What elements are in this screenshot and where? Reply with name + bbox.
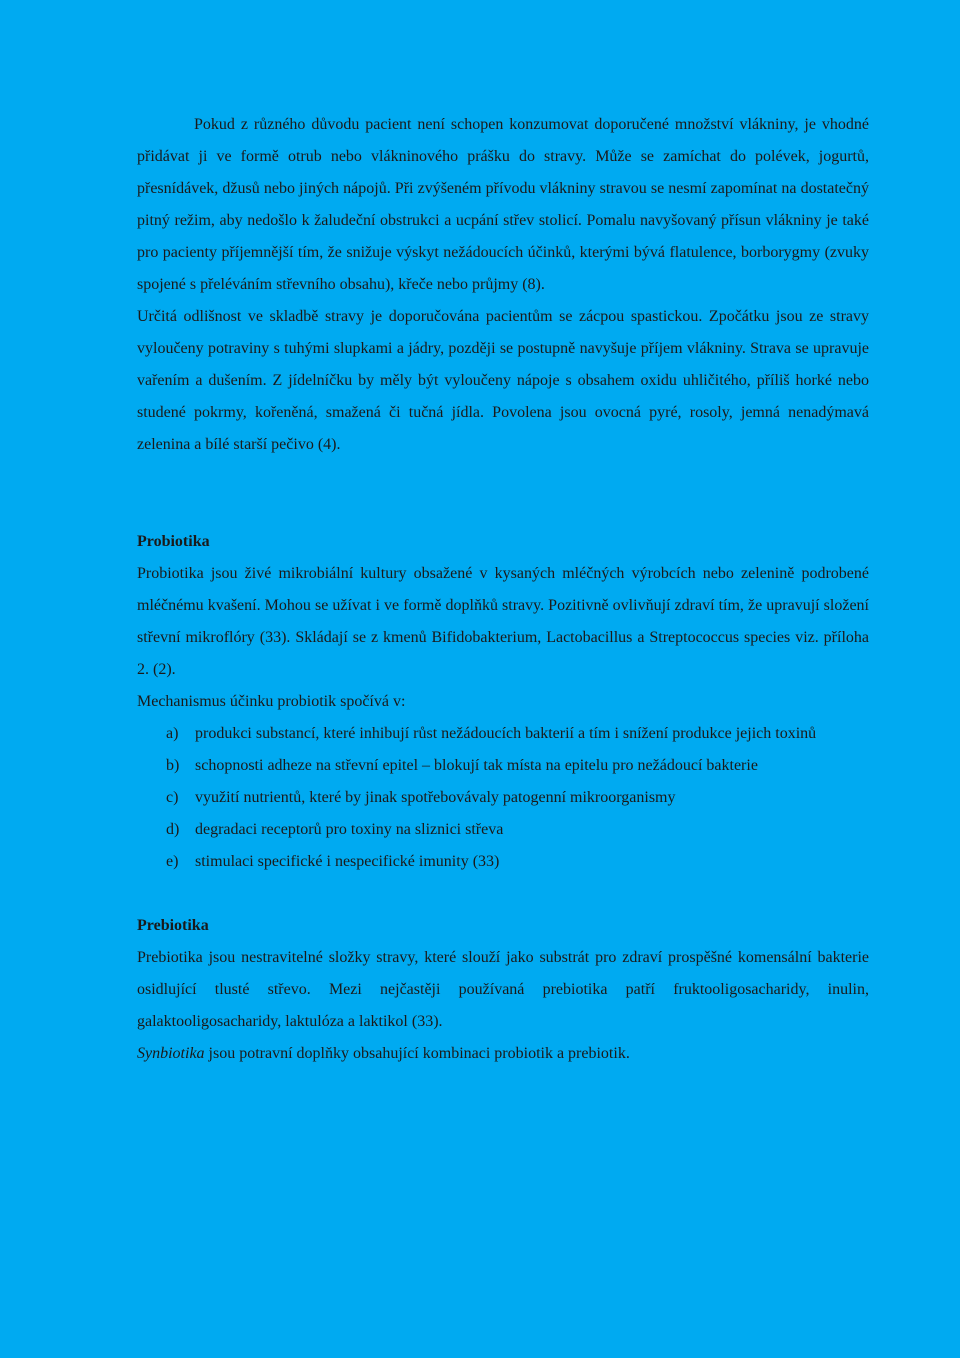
probiotics-paragraph: Probiotika jsou živé mikrobiální kultury obsažené v kysaných mléčných výrobcích nebo zelenině podrobené mléčnému kvašení. Mohou se užívat i ve formě doplňků stravy. Pozitivně ovlivňují zdraví tím, že upravují složení střevní mikroflóry (33). Skládají se z kmenů Bifidobakterium, Lactobacillus a Streptococcus species viz. příloha 2. (2).	[137, 565, 869, 678]
list-marker: d)	[166, 821, 180, 838]
intro-paragraph-fiber: Pokud z různého důvodu pacient není schopen konzumovat doporučené množství vlákniny, je vhodné přidávat ji ve formě otrub nebo vlákninového prášku do stravy. Může se zamíchat do polévek, jogurtů, přesnídávek, džusů nebo jiných nápojů. Při zvýšeném přívodu vlákniny stravou se nesmí zapomínat na dostatečný pitný režim, aby nedošlo k žaludeční obstrukci a ucpání střev stolicí. Pomalu navyšovaný přísun vlákniny je také pro pacienty příjemnější tím, že snižuje výskyt nežádoucích účinků, kterými bývá flatulence, borborygmy (zvuky spojené s přeléváním střevního obsahu), křeče nebo průjmy (8).	[137, 116, 869, 293]
list-item	[137, 782, 869, 814]
probiotics-section	[137, 526, 869, 878]
list-item-text: stimulaci specifické i nespecifické imunity (33)	[195, 853, 500, 870]
list-marker: e)	[166, 853, 179, 870]
list-item	[137, 718, 869, 750]
section-spacer	[137, 878, 869, 910]
list-item	[137, 750, 869, 782]
list-item-text: využití nutrientů, které by jinak spotřebovávaly patogenní mikroorganismy	[195, 789, 676, 806]
list-item-text: produkci substancí, které inhibují růst nežádoucích bakterií a tím i snížení produkce jejich toxinů	[195, 725, 817, 742]
document-page	[137, 109, 869, 1070]
list-marker: a)	[166, 725, 179, 742]
prebiotics-section	[137, 910, 869, 1070]
list-item-text: schopnosti adheze na střevní epitel – blokují tak místa na epitelu pro nežádoucí bakterie	[195, 757, 758, 774]
mechanism-list	[137, 718, 869, 878]
synbiotics-sentence	[137, 1038, 869, 1070]
list-item	[137, 846, 869, 878]
synbiotics-term: Synbiotika	[137, 1045, 205, 1062]
list-marker: b)	[166, 757, 180, 774]
prebiotics-heading: Prebiotika	[137, 917, 209, 934]
probiotics-heading: Probiotika	[137, 533, 210, 550]
prebiotics-paragraph: Prebiotika jsou nestravitelné složky stravy, které slouží jako substrát pro zdraví prospěšné komensální bakterie osidlující tlusté střevo. Mezi nejčastěji používaná prebiotika patří fruktooligosacharidy, inulin, galaktooligosacharidy, laktulóza a laktikol (33).	[137, 949, 869, 1030]
section-spacer	[137, 461, 869, 526]
list-marker: c)	[166, 789, 179, 806]
intro-paragraph-spastic-constipation: Určitá odlišnost ve skladbě stravy je doporučována pacientům se zácpou spastickou. Zpočátku jsou ze stravy vyloučeny potraviny s tuhými slupkami a jádry, později se postupně navyšuje příjem vlákniny. Strava se upravuje vařením a dušením. Z jídelníčku by měly být vyloučeny nápoje s obsahem oxidu uhličitého, příliš horké nebo studené pokrmy, kořeněná, smažená či tučná jídla. Povolena jsou ovocná pyré, rosoly, jemná nenadýmavá zelenina a bílé starší pečivo (4).	[137, 308, 869, 453]
list-item	[137, 814, 869, 846]
synbiotics-definition: jsou potravní doplňky obsahující kombinaci probiotik a prebiotik.	[204, 1045, 630, 1062]
mechanism-intro: Mechanismus účinku probiotik spočívá v:	[137, 693, 406, 710]
list-item-text: degradaci receptorů pro toxiny na sliznici střeva	[195, 821, 504, 838]
